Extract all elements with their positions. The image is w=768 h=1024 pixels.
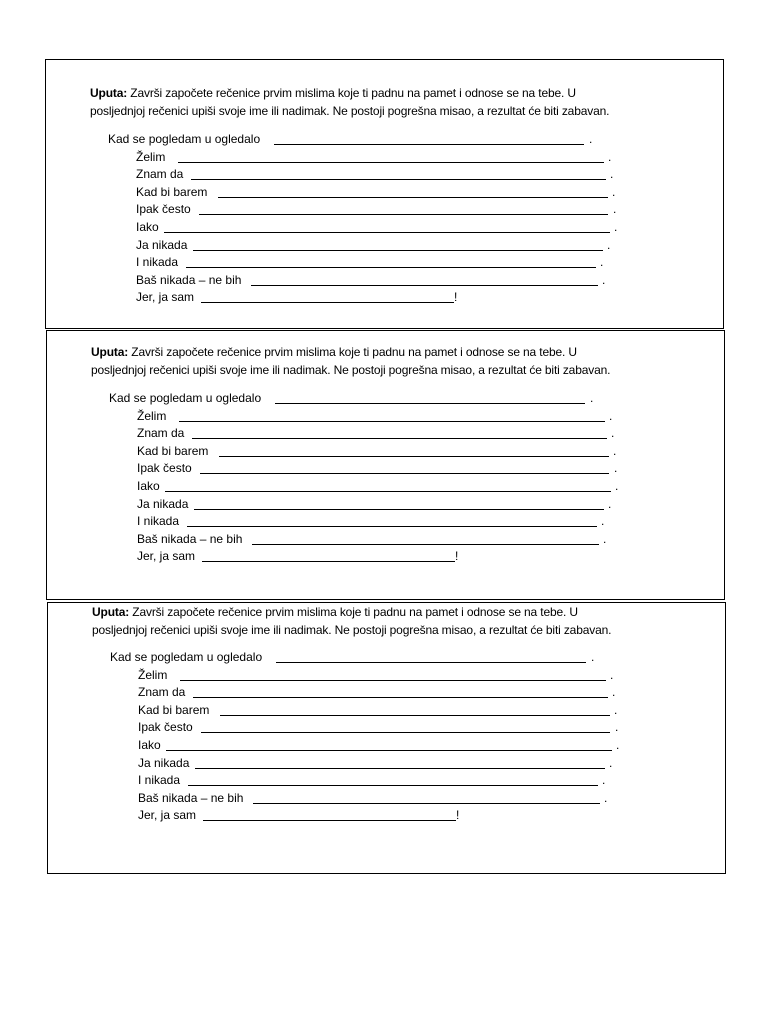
sentence-prompt: Jer, ja sam <box>136 290 195 305</box>
sentence-row <box>47 408 724 426</box>
sentence-prompt: Želim <box>138 667 168 682</box>
answer-blank-line[interactable] <box>193 697 608 698</box>
sentence-prompt: Ipak često <box>138 720 193 735</box>
instruction-line-2: posljednjoj rečenici upiši svoje ime ili nadimak. Ne postoji pogrešna misao, a rezultat će biti zabavan. <box>91 363 611 377</box>
answer-blank-line[interactable] <box>187 526 597 527</box>
sentence-prompt: Jer, ja sam <box>138 808 197 823</box>
sentence-row <box>46 254 723 272</box>
sentence-end-punctuation: . <box>612 685 616 700</box>
sentence-end-punctuation: . <box>589 132 593 146</box>
sentence-prompt: Želim <box>136 149 166 164</box>
sentence-row <box>47 496 724 514</box>
instruction-label: Uputa: <box>92 605 130 619</box>
answer-blank-line[interactable] <box>251 285 598 286</box>
sentence-end-punctuation: . <box>609 408 613 423</box>
sentence-prompt: Želim <box>137 408 167 423</box>
answer-blank-line[interactable] <box>218 197 608 198</box>
sentence-list <box>46 131 723 307</box>
answer-blank-line[interactable] <box>275 403 585 404</box>
sentence-row <box>48 649 725 667</box>
sentence-row <box>47 460 724 478</box>
sentence-row <box>47 390 724 408</box>
sentence-end-punctuation: . <box>604 790 608 805</box>
answer-blank-line[interactable] <box>220 715 610 716</box>
answer-blank-line[interactable] <box>200 473 609 474</box>
sentence-row <box>48 737 725 755</box>
answer-blank-line[interactable] <box>180 680 606 681</box>
sentence-end-punctuation: . <box>591 650 595 664</box>
answer-blank-line[interactable] <box>203 820 456 821</box>
sentence-row <box>46 131 723 149</box>
sentence-end-punctuation: . <box>601 514 605 529</box>
sentence-end-punctuation: . <box>608 496 612 511</box>
sentence-prompt: Ipak često <box>137 461 192 476</box>
sentence-row <box>46 184 723 202</box>
sentence-prompt: Ipak često <box>136 202 191 217</box>
answer-blank-line[interactable] <box>199 214 608 215</box>
sentence-end-punctuation: . <box>613 443 617 458</box>
sentence-row <box>47 478 724 496</box>
sentence-prompt: Iako <box>137 478 160 493</box>
sentence-end-punctuation: . <box>600 255 604 270</box>
sentence-row <box>46 166 723 184</box>
sentence-end-punctuation: . <box>610 167 614 182</box>
answer-blank-line[interactable] <box>201 302 454 303</box>
answer-blank-line[interactable] <box>164 232 610 233</box>
answer-blank-line[interactable] <box>179 421 605 422</box>
instruction-text <box>92 603 692 639</box>
sentence-end-punctuation: . <box>609 755 613 770</box>
instruction-line-2: posljednjoj rečenici upiši svoje ime ili nadimak. Ne postoji pogrešna misao, a rezultat će biti zabavan. <box>90 104 610 118</box>
sentence-prompt: Kad se pogledam u ogledalo <box>108 132 261 146</box>
sentence-end-punctuation: . <box>612 184 616 199</box>
answer-blank-line[interactable] <box>178 162 604 163</box>
sentence-prompt: Kad bi barem <box>137 443 209 458</box>
sentence-end-punctuation: . <box>616 737 620 752</box>
answer-blank-line[interactable] <box>186 267 596 268</box>
sentence-prompt: Baš nikada – ne bih <box>137 531 243 546</box>
answer-blank-line[interactable] <box>188 785 598 786</box>
answer-blank-line[interactable] <box>201 732 610 733</box>
sentence-end-punctuation: . <box>607 237 611 252</box>
sentence-prompt: Kad se pogledam u ogledalo <box>109 391 262 405</box>
sentence-row <box>46 149 723 167</box>
sentence-row <box>47 443 724 461</box>
sentence-end-punctuation: . <box>613 202 617 217</box>
sentence-row <box>48 684 725 702</box>
sentence-prompt: Jer, ja sam <box>137 549 196 564</box>
sentence-end-punctuation: . <box>602 773 606 788</box>
sentence-row <box>48 790 725 808</box>
sentence-row <box>48 807 725 825</box>
instruction-line-1: Završi započete rečenice prvim mislima koje ti padnu na pamet i odnose se na tebe. U <box>132 605 578 619</box>
sentence-row <box>46 219 723 237</box>
answer-blank-line[interactable] <box>253 803 600 804</box>
sentence-row <box>48 755 725 773</box>
worksheet-card-1 <box>45 59 724 329</box>
answer-blank-line[interactable] <box>191 179 606 180</box>
answer-blank-line[interactable] <box>219 456 609 457</box>
worksheet-card-2 <box>46 330 725 600</box>
sentence-prompt: I nikada <box>137 514 180 529</box>
sentence-prompt: Iako <box>138 737 161 752</box>
sentence-row <box>48 702 725 720</box>
instruction-line-1: Završi započete rečenice prvim mislima koje ti padnu na pamet i odnose se na tebe. U <box>130 86 576 100</box>
sentence-list <box>48 649 725 825</box>
instruction-label: Uputa: <box>90 86 128 100</box>
sentence-row <box>46 289 723 307</box>
sentence-end-punctuation: . <box>590 391 594 405</box>
sentence-row <box>47 531 724 549</box>
instruction-text <box>90 84 690 120</box>
answer-blank-line[interactable] <box>252 544 599 545</box>
answer-blank-line[interactable] <box>274 144 584 145</box>
instruction-text <box>91 343 691 379</box>
sentence-prompt: Znam da <box>136 167 184 182</box>
sentence-end-punctuation: . <box>608 149 612 164</box>
sentence-prompt: Znam da <box>137 426 185 441</box>
sentence-prompt: Znam da <box>138 685 186 700</box>
instruction-line-2: posljednjoj rečenici upiši svoje ime ili nadimak. Ne postoji pogrešna misao, a rezultat će biti zabavan. <box>92 623 612 637</box>
sentence-prompt: Ja nikada <box>137 496 189 511</box>
worksheet-card-3 <box>47 602 726 874</box>
sentence-end-punctuation: ! <box>454 290 458 305</box>
answer-blank-line[interactable] <box>195 768 605 769</box>
instruction-label: Uputa: <box>91 345 129 359</box>
sentence-prompt: Iako <box>136 219 159 234</box>
answer-blank-line[interactable] <box>202 561 455 562</box>
sentence-prompt: Ja nikada <box>136 237 188 252</box>
sentence-end-punctuation: . <box>602 272 606 287</box>
sentence-end-punctuation: ! <box>456 808 460 823</box>
sentence-row <box>46 201 723 219</box>
sentence-row <box>47 425 724 443</box>
answer-blank-line[interactable] <box>192 438 607 439</box>
sentence-end-punctuation: . <box>614 702 618 717</box>
sentence-prompt: Kad bi barem <box>138 702 210 717</box>
sentence-end-punctuation: . <box>610 667 614 682</box>
sentence-row <box>47 548 724 566</box>
sentence-end-punctuation: ! <box>455 549 459 564</box>
sentence-prompt: Baš nikada – ne bih <box>136 272 242 287</box>
sentence-end-punctuation: . <box>614 219 618 234</box>
answer-blank-line[interactable] <box>276 662 586 663</box>
sentence-prompt: I nikada <box>138 773 181 788</box>
sentence-row <box>46 237 723 255</box>
sentence-end-punctuation: . <box>614 461 618 476</box>
sentence-row <box>46 272 723 290</box>
sentence-end-punctuation: . <box>615 478 619 493</box>
sentence-row <box>48 667 725 685</box>
answer-blank-line[interactable] <box>193 250 603 251</box>
sentence-prompt: Baš nikada – ne bih <box>138 790 244 805</box>
answer-blank-line[interactable] <box>194 509 604 510</box>
sentence-row <box>47 513 724 531</box>
answer-blank-line[interactable] <box>165 491 611 492</box>
sentence-prompt: Ja nikada <box>138 755 190 770</box>
sentence-end-punctuation: . <box>611 426 615 441</box>
sentence-prompt: I nikada <box>136 255 179 270</box>
sentence-row <box>48 719 725 737</box>
sentence-prompt: Kad bi barem <box>136 184 208 199</box>
sentence-row <box>48 772 725 790</box>
sentence-end-punctuation: . <box>615 720 619 735</box>
sentence-end-punctuation: . <box>603 531 607 546</box>
instruction-line-1: Završi započete rečenice prvim mislima koje ti padnu na pamet i odnose se na tebe. U <box>131 345 577 359</box>
answer-blank-line[interactable] <box>166 750 612 751</box>
sentence-prompt: Kad se pogledam u ogledalo <box>110 650 263 664</box>
sentence-list <box>47 390 724 566</box>
